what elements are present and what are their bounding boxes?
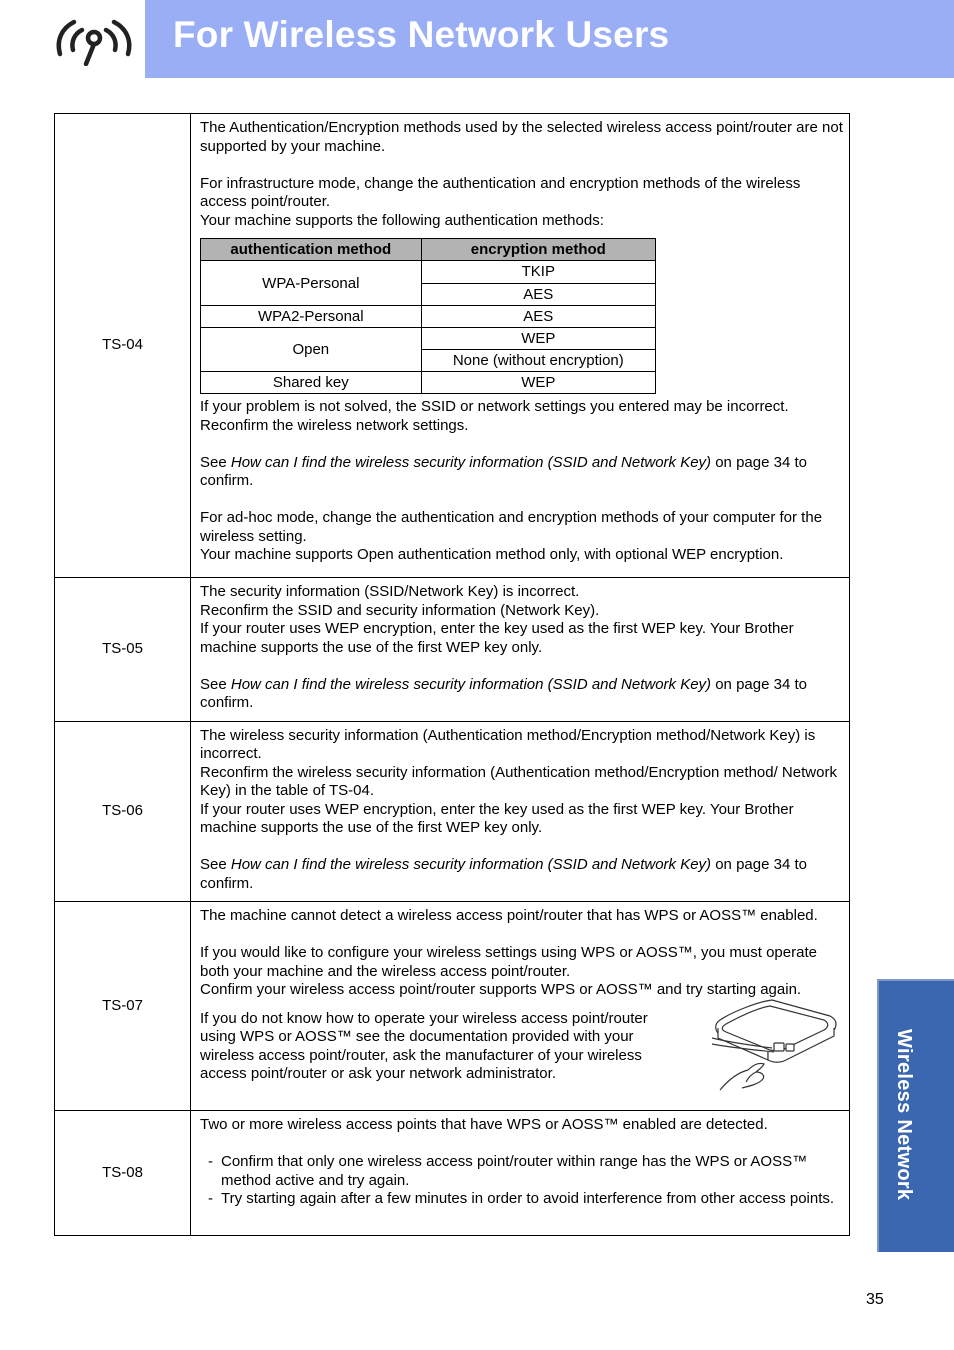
see-prefix: See xyxy=(200,675,231,693)
page-number: 35 xyxy=(866,1291,884,1308)
auth-cell: Open xyxy=(201,328,422,372)
enc-cell: None (without encryption) xyxy=(421,350,655,372)
error-description xyxy=(191,902,850,1111)
see-reference xyxy=(200,454,846,491)
error-code: TS-06 xyxy=(55,721,191,902)
side-tab-label: Wireless Network xyxy=(893,1029,915,1201)
description-text: Two or more wireless access points that have WPS or AOSS™ enabled are detected. xyxy=(200,1116,768,1133)
reference-title: How can I find the wireless security information (SSID and Network Key) xyxy=(230,675,712,693)
table-row xyxy=(55,902,850,1111)
ts07-bottom-block xyxy=(200,1010,846,1084)
enc-cell: WEP xyxy=(421,328,655,350)
router-button-press-icon xyxy=(712,998,842,1096)
page-header xyxy=(0,0,954,78)
section-side-tab[interactable] xyxy=(877,979,954,1252)
description-text: The wireless security information (Authentication method/Encryption method/Network Key) is incorrect. xyxy=(200,726,816,762)
description-text: If your router uses WEP encryption, enter the key used as the first WEP key. Your Brother machine supports the use of the first WEP key only. xyxy=(200,800,794,836)
wireless-icon xyxy=(52,14,136,66)
description-text: The security information (SSID/Network Key) is incorrect. xyxy=(200,583,580,600)
description-text: If your problem is not solved, the SSID or network settings you entered may be incorrect. xyxy=(200,398,789,415)
auth-cell: Shared key xyxy=(201,372,422,394)
description-text: Reconfirm the wireless security information (Authentication method/Encryption method/ Network Key) in the table of TS-04. xyxy=(200,763,837,799)
table-row xyxy=(55,578,850,722)
troubleshooting-table xyxy=(54,113,850,1236)
description-text: For infrastructure mode, change the authentication and encryption methods of the wireless access point/router. xyxy=(200,174,801,210)
description-text: Reconfirm the wireless network settings. xyxy=(200,416,469,434)
enc-cell: AES xyxy=(421,283,655,306)
error-description xyxy=(191,1111,850,1236)
bullet-mark: - xyxy=(208,1153,213,1170)
see-suffix: on page 34 to confirm. xyxy=(200,675,807,711)
auth-column-header: authentication method xyxy=(201,239,422,261)
description-text: Your machine supports Open authentication method only, with optional WEP encryption. xyxy=(200,546,784,563)
see-prefix: See xyxy=(200,453,231,471)
list-item xyxy=(200,1153,846,1190)
see-suffix: on page 34 to confirm. xyxy=(200,453,807,489)
bullet-mark: - xyxy=(208,1190,213,1207)
error-code: TS-05 xyxy=(55,578,191,722)
page-title: For Wireless Network Users xyxy=(173,14,670,55)
description-text: Your machine supports the following authentication methods: xyxy=(200,211,604,229)
error-code: TS-04 xyxy=(55,114,191,578)
auth-cell: WPA2-Personal xyxy=(201,306,422,328)
header-title-bar xyxy=(145,0,954,78)
reference-title: How can I find the wireless security information (SSID and Network Key) xyxy=(230,453,712,471)
list-item xyxy=(200,1190,846,1209)
auth-methods-table xyxy=(200,238,656,394)
enc-cell: AES xyxy=(421,306,655,328)
bullet-list xyxy=(200,1153,846,1209)
see-suffix: on page 34 to confirm. xyxy=(200,856,807,892)
error-description xyxy=(191,721,850,902)
see-reference xyxy=(200,676,846,713)
description-text: If you do not know how to operate your wireless access point/router using WPS or AOSS™ see the documentation provided with your wireless access point/router, ask the manufacturer of your wireless access point/router or ask your network administrator. xyxy=(200,1009,648,1082)
enc-cell: TKIP xyxy=(421,261,655,284)
description-text: For ad-hoc mode, change the authentication and encryption methods of your computer for the wireless setting. xyxy=(200,509,823,545)
error-description xyxy=(191,114,850,578)
see-reference xyxy=(200,856,846,893)
description-text: If your router uses WEP encryption, enter the key used as the first WEP key. Your Brother machine supports the use of the first WEP key only. xyxy=(200,620,794,656)
list-item-text: Confirm that only one wireless access point/router within range has the WPS or AOSS™ method active and try again. xyxy=(221,1153,808,1189)
description-text: The machine cannot detect a wireless access point/router that has WPS or AOSS™ enabled. xyxy=(200,907,818,924)
description-text: Confirm your wireless access point/router supports WPS or AOSS™ and try starting again. xyxy=(200,981,802,998)
table-row xyxy=(55,114,850,578)
error-code: TS-07 xyxy=(55,902,191,1111)
table-row xyxy=(55,1111,850,1236)
header-icon-box xyxy=(0,0,145,78)
table-row xyxy=(55,721,850,902)
reference-title: How can I find the wireless security information (SSID and Network Key) xyxy=(230,856,712,873)
error-code: TS-08 xyxy=(55,1111,191,1236)
error-description xyxy=(191,578,850,722)
auth-cell: WPA-Personal xyxy=(201,261,422,306)
description-text: The Authentication/Encryption methods used by the selected wireless access point/router are not supported by your machine. xyxy=(200,119,843,155)
description-text: Reconfirm the SSID and security information (Network Key). xyxy=(200,601,600,619)
list-item-text: Try starting again after a few minutes in order to avoid interference from other access points. xyxy=(221,1190,835,1207)
see-prefix: See xyxy=(200,856,231,873)
enc-cell: WEP xyxy=(421,372,655,394)
description-text: If you would like to configure your wireless settings using WPS or AOSS™, you must operate both your machine and the wireless access point/router. xyxy=(200,944,817,980)
enc-column-header: encryption method xyxy=(421,239,655,261)
